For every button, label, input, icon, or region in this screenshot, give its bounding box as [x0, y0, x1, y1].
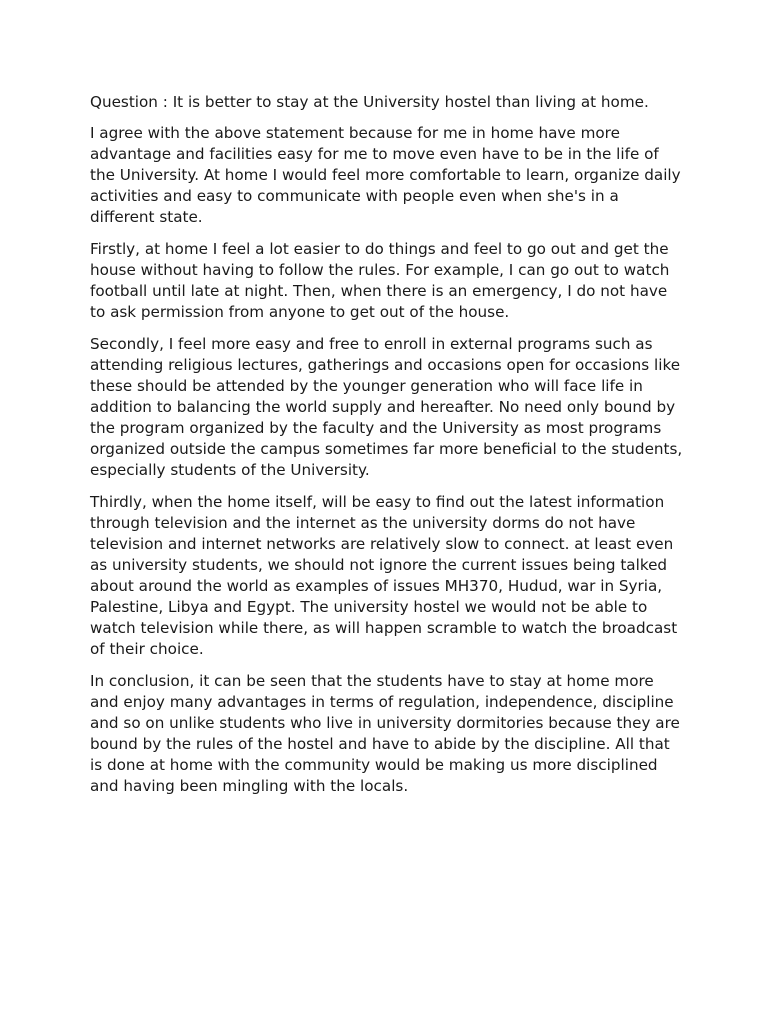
paragraph-firstly: Firstly, at home I feel a lot easier to do things and feel to go out and get the house without having to follow the rules. For example, I can go out to watch football until late at night. Then, when there is an emergency, I do not have to ask permission from anyone to get out of the house. [90, 240, 670, 321]
paragraph-thirdly: Thirdly, when the home itself, will be easy to find out the latest information through television and the internet as the university dorms do not have television and internet networks are relatively slow to connect. at least even as university students, we should not ignore the current issues being talked about around the world as examples of issues MH370, Hudud, war in Syria, Palestine, Libya and Egypt. The university hostel we would not be able to watch television while there, as will happen scramble to watch the broadcast of their choice. [90, 493, 678, 658]
paragraph-intro: I agree with the above statement because for me in home have more advantage and facilities easy for me to move even have to be in the life of the University. At home I would feel more comfortable to learn, organize daily activities and easy to communicate with people even when she's in a different state. [90, 124, 681, 226]
paragraph-secondly: Secondly, I feel more easy and free to enroll in external programs such as attending religious lectures, gatherings and occasions open for occasions like these should be attended by the younger generation who will face life in addition to balancing the world supply and hereafter. No need only bound by the program organized by the faculty and the University as most programs organized outside the campus sometimes far more beneficial to the students, especially students of the University. [90, 335, 683, 479]
document-page [90, 92, 686, 808]
question-heading: Question : It is better to stay at the University hostel than living at home. [90, 93, 649, 111]
paragraph-conclusion: In conclusion, it can be seen that the students have to stay at home more and enjoy many advantages in terms of regulation, independence, discipline and so on unlike students who live in university dormitories because they are bound by the rules of the hostel and have to abide by the discipline. All that is done at home with the community would be making us more disciplined and having been mingling with the locals. [90, 672, 680, 795]
